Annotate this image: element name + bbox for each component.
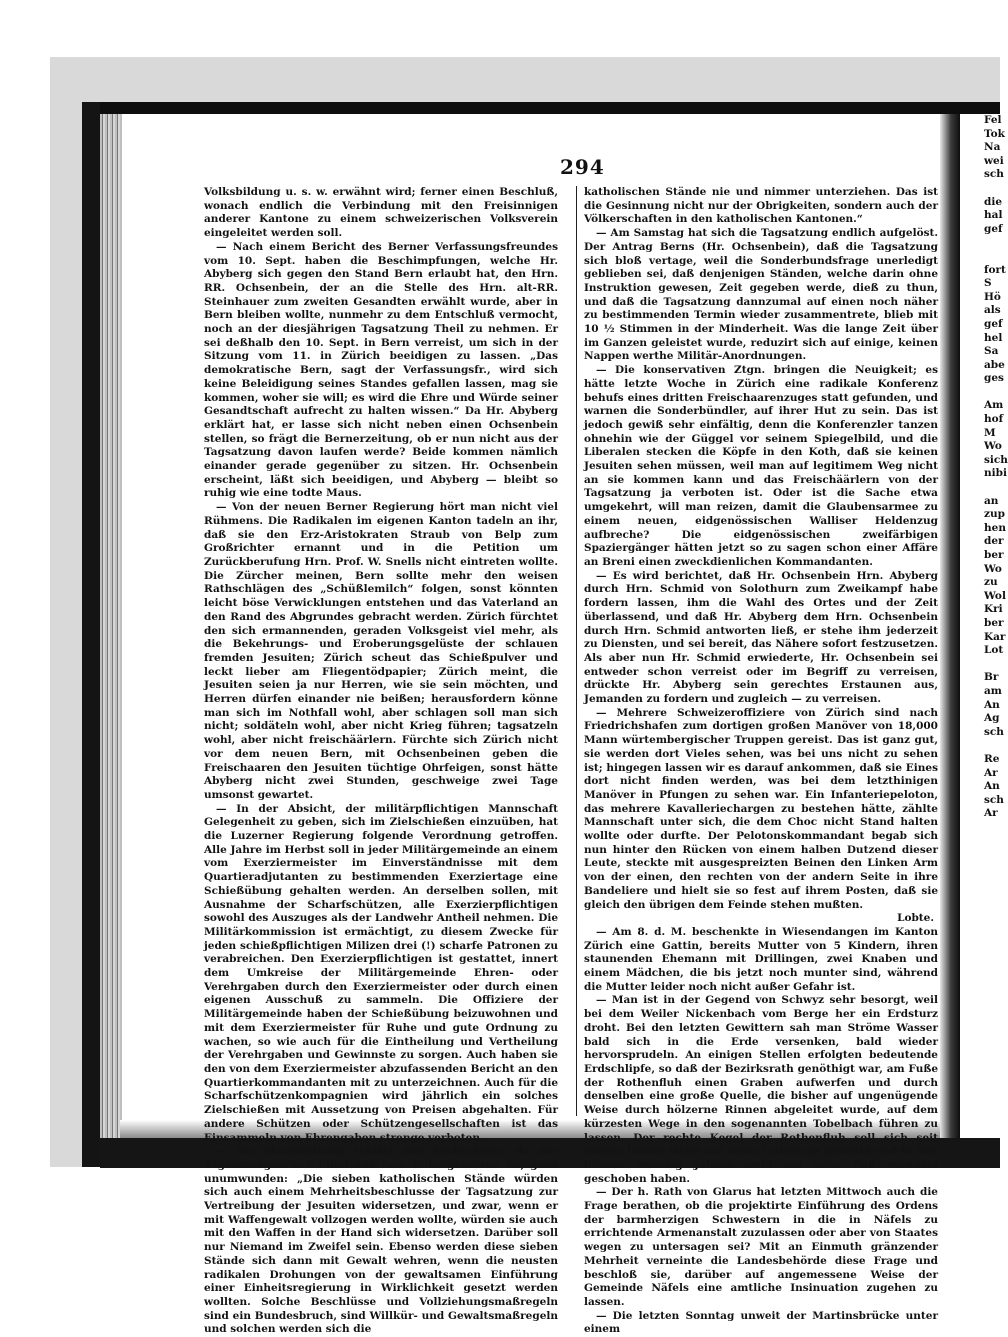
- adjacent-text-fragment: Kri: [984, 603, 1003, 616]
- book-gutter: [940, 114, 960, 1138]
- adjacent-text-fragment: M: [984, 426, 996, 439]
- adjacent-text-fragment: als: [984, 304, 1001, 317]
- adjacent-text-fragment: [962, 739, 1000, 753]
- adjacent-text-fragment: sch: [984, 793, 1004, 806]
- article-paragraph: — Es wird berichtet, daß Hr. Ochsenbein Hrn. Abyberg durch Hrn. Schmid von Solothurn zum Zweikampf habe fordern lassen, ihm die Wahl des Ortes und der Zeit überlassend, und daß Hr. Abyberg dem Hrn. Ochsenbein durch Hrn. Schmid antworten ließ, er stehe ihm jederzeit zu Diensten, und sei bereit, das Nähere sofort festzusetzen. Als aber nun Hr. Schmid erwiederte, Hr. Ochsenbein sei entweder schon verreist oder im Begriff zu verreisen, drückte Hr. Abyberg sein gerechtes Erstaunen aus, Jemanden zu fordern und zugleich — zu verreisen.: [584, 569, 938, 706]
- adjacent-text-fragment: hen: [984, 521, 1006, 534]
- adjacent-text-fragment: nibi: [984, 467, 1007, 480]
- article-paragraph: Volksbildung u. s. w. erwähnt wird; ferner einen Beschluß, wonach endlich die Verbindung mit den Freisinnigen anderer Kantone zu einem schweizerischen Volksverein eingeleitet werden soll.: [204, 186, 558, 240]
- article-paragraph: — Von der neuen Berner Regierung hört man nicht viel Rühmens. Die Radikalen im eigenen Kanton tadeln an ihr, daß sie den Erz-Aristokraten Straub von Belp zum Großrichter ernannt und in die Petition um Zurückberufung Hrn. Prof. W. Snells nicht eintreten wollte. Die Zürcher meinen, Bern sollte mehr den weisen Rathschlägen des „Schüßlemilch“ folgen, sonst könnten leicht böse Verwicklungen entstehen und das Vaterland an den Rand des Abgrundes gebracht werden. Zürich fürchtet den sich ermannenden, geraden Volksgeist viel mehr, als die Bekehrungs- und Eroberungsgelüste der schlauen fremden Jesuiten; Zürich scheut das Schießpulver und leckt lieber am Fliegentödpapier; Zürich meint, die Jesuiten seien ja nur Herren, wie sie sein möchten, und Herren dürfen einander nie beißen; herausfordern könne man sich im Nothfall wohl, aber schlagen soll man sich nicht; soldäteln wohl, aber nicht Krieg führen; tagsatzeln wohl, aber nicht freischäärlern. Fürchte sich Zürich nicht vor dem neuen Bern, mit Ochsenbeinen geben die Freischaaren den Jesuiten tüchtige Ohrfeigen, sonst hätte Abyberg nicht zwei Stunden, geschweige zwei Tage umsonst gewartet.: [204, 501, 558, 801]
- adjacent-text-fragment: sich: [984, 453, 1008, 466]
- adjacent-text-fragment: ber: [984, 549, 1004, 561]
- article-paragraph: — Am Samstag hat sich die Tagsatzung endlich aufgelöst. Der Antrag Berns (Hr. Ochsenbein), daß die Tagsatzung sich bloß vertage, weil die Sonderbundsfrage unerledigt geblieben sei, daß denjenigen Ständen, welche darin ohne Instruktion gewesen, Zeit gegeben werde, dieß zu thun, und daß die Tagsatzung dannzumal auf einen noch näher zu bestimmenden Termin wieder zusammentrete, blieb mit 10 ½ Stimmen in der Minderheit. Was die lange Zeit über im Ganzen geleistet wurde, reduzirt sich auf einige, keinen Nappen werthe Militär-Anordnungen.: [584, 227, 938, 363]
- adjacent-text-fragment: die: [984, 195, 1003, 208]
- adjacent-text-fragment: gef: [984, 317, 1003, 330]
- adjacent-text-fragment: abe: [984, 358, 1005, 371]
- adjacent-text-fragment: Hö: [984, 290, 1001, 303]
- adjacent-text-fragment: Wo: [984, 562, 1002, 575]
- adjacent-text-fragment: Re: [984, 752, 1000, 765]
- adjacent-text-fragment: [962, 250, 1000, 264]
- article-paragraph: — Die konservativen Ztgn. bringen die Neuigkeit; es hätte letzte Woche in Zürich eine radikale Konferenz behufs eines dritten Freischaarenzuges statt gefunden, und warnen die Sonderbündler, auf ihrer Hut zu sein. Das ist jedoch gewiß sehr einfältig, denn die Konferenzler tanzen ohnehin wie der Güggel vor seinem Spiegelbild, und die Liberalen stecken die Köpfe in den Koth, daß sie keinen Jesuiten sehen müssen, weil man auf legitimem Weg nicht an sie kommen kann und das Freischäärlern von der Tagsatzung ja verboten ist. Oder ist die Sache etwa umgekehrt, will man reizen, damit die Glaubensarmee zu einem neuen, eidgenössischen Walliser Heldenzug aufbreche? Die eidgenössischen zweifärbigen Spaziergänger hätten jetzt so zu sagen schon einer Affäre an Breni einen zweckdienlichen Kommandanten.: [584, 364, 938, 568]
- article-paragraph: — Nach einem Bericht des Berner Verfassungsfreundes vom 10. Sept. haben die Beschimpfungen, welche Hr. Abyberg sich gegen den Stand Bern erlaubt hat, den Hrn. RR. Ochsenbein, der an die Stelle des Hrn. alt-RR. Steinhauer zum zweiten Gesandten erwählt wurde, aber in Bern bleiben wollte, nunmehr zu dem Entschluß vermocht, noch an der diesjährigen Tagsatzung Theil zu nehmen. Er sei deßhalb den 10. Sept. in Bern verreist, um sich in der Sitzung vom 11. in Zürich beeidigen zu lassen. „Das demokratische Bern, sagt der Verfassungsfr., wird sich keine Beleidigung seines Standes gefallen lassen, mag sie kommen, woher sie will; es wird die Ehre und Würde seiner Gesandtschaft aufrecht zu halten wissen.“ Da Hr. Abyberg erklärt hat, er lasse sich nicht neben einen Ochsenbein stellen, so frägt die Bernerzeitung, ob er nun nicht aus der Tagsatzung davon laufen werde? Beide kommen nämlich einander gerade gegenüber zu sitzen. Hr. Ochsenbein erscheint, läßt sich beeidigen, und Abyberg — bleibt so ruhig wie eine todte Maus.: [204, 240, 558, 500]
- adjacent-page-fragment: [962, 114, 1008, 1138]
- page-stack-edge: [100, 114, 122, 1167]
- adjacent-text-fragment: an: [984, 494, 999, 507]
- article-paragraph: — Die letzten Sonntag unweit der Martinsbrücke unter einem: [584, 1309, 938, 1336]
- adjacent-text-fragment: S: [984, 277, 992, 290]
- adjacent-text-fragment: ges: [984, 372, 1004, 385]
- article-paragraph: katholischen Stände nie und nimmer unterziehen. Das ist die Gesinnung nicht nur der Obrigkeiten, sondern auch der Völkerschaften in den katholischen Kantonen.“: [584, 186, 938, 226]
- adjacent-text-fragment: Lot: [984, 644, 1004, 657]
- article-paragraph: — Mehrere Schweizeroffiziere von Zürich sind nach Friedrichshafen zum dortigen großen Manöver von 18,000 Mann würtembergischer Truppen gereist. Das ist ganz gut, sie werden dort Vieles sehen, was bei uns nicht zu sehen ist; hingegen lassen wir es darauf ankommen, daß sie Eines dort nicht finden werden, was bei dem letzthinigen Manöver in Pfungen zu sehen war. Ein Infanteriepeloton, das mehrere Kavalleriechargen zu bestehen hätte, zählte Mannschaft unter sich, die dem Choc nicht Stand halten wollte oder durfte. Der Pelotonskommandant begab sich nun hinter den Rücken von einem halben Dutzend dieser Leute, steckte mit ausgespreizten Beinen den Linken Arm von der einen, den rechten von der andern Seite in ihre Bandeliere und hielt sie so fest auf ihrem Posten, daß sie gleich den übrigen dem Feinde stehen mußten.: [584, 706, 938, 911]
- adjacent-text-fragment: zup: [984, 508, 1005, 521]
- adjacent-text-fragment: Ag: [984, 712, 1000, 725]
- book-edge-left: [82, 102, 100, 1167]
- adjacent-text-fragment: ber: [984, 616, 1004, 629]
- adjacent-text-fragment: hof: [984, 413, 1004, 426]
- adjacent-text-fragment: An: [984, 698, 1000, 711]
- adjacent-text-fragment: hal: [984, 209, 1003, 222]
- adjacent-text-fragment: Wol: [984, 589, 1006, 602]
- adjacent-text-fragment: [962, 481, 1000, 495]
- adjacent-text-fragment: zu: [984, 576, 998, 589]
- adjacent-text-fragment: Sa: [984, 345, 999, 358]
- page-number: 294: [560, 155, 605, 179]
- adjacent-text-fragment: wei: [984, 154, 1004, 167]
- adjacent-text-fragment: [962, 236, 1000, 250]
- adjacent-text-fragment: Am: [984, 399, 1004, 412]
- article-paragraph: — Man ist in der Gegend von Schwyz sehr besorgt, weil bei dem Weiler Nickenbach vom Berge her ein Erdsturz droht. Bei den letzten Gewittern sah man Ströme Wasser bald sich in die Erde versenken, bald wieder hervorsprudeln. An einigen Stellen erfolgten bedeutende Erdschlipfe, so daß der Bezirksrath genöthigt war, am Fuße der Rothenfluh einen Graben aufwerfen und durch denselben eine große Quelle, die bisher auf ungenügende Weise durch hölzerne Rinnen abgeleitet wurde, auf dem kürzesten Wege in den sogenannten Tobelbach führen zu lassen. Der rechte Kegel der Rothenfluh soll sich seit Jahren immer tiefer auf seine Unterlage gesenkt und in den letzten zwanzig Jahren wohl um zehn Fuß vorwärts geschoben haben.: [584, 994, 938, 1185]
- article-signature: Lobte.: [897, 912, 934, 925]
- adjacent-text-fragment: Na: [984, 141, 1001, 154]
- column-divider: [576, 186, 577, 1116]
- adjacent-text-fragment: Ar: [984, 807, 998, 820]
- left-column: [204, 186, 558, 1337]
- adjacent-text-fragment: Br: [984, 671, 999, 684]
- article-paragraph: — Am 8. d. M. beschenkte in Wiesendangen im Kanton Zürich eine Gattin, bereits Mutter von 5 Kindern, ihren staunenden Ehemann mit Drillingen, zwei Knaben und einem Mädchen, die bis jetzt noch munter sind, während die Mutter leider noch nicht außer Gefahr ist.: [584, 925, 938, 993]
- adjacent-text-fragment: [962, 658, 1000, 672]
- adjacent-text-fragment: sch: [984, 725, 1004, 738]
- adjacent-text-fragment: sch: [984, 168, 1004, 181]
- adjacent-text-fragment: [962, 182, 1000, 196]
- adjacent-text-fragment: An: [984, 780, 1000, 793]
- adjacent-text-fragment: Ar: [984, 766, 998, 779]
- adjacent-text-fragment: Tok: [984, 127, 1005, 140]
- adjacent-text-fragment: am: [984, 684, 1002, 697]
- adjacent-text-fragment: hel: [984, 331, 1003, 344]
- right-column: [584, 186, 938, 1337]
- article-paragraph: — Die Staatszeitung erklärt nun hintendrein, da der Tagsatzungsschuß blind aus dem Rohr gefahren ist, ganz unumwunden: „Die sieben katholischen Stände würden sich auch einem Mehrheitsbeschlusse der Tagsatzung zur Vertreibung der Jesuiten widersetzen, und zwar, wenn er mit Waffengewalt vollzogen werden wollte, würden sie auch mit den Waffen in der Hand sich widersetzen. Darüber soll nur Niemand im Zweifel sein. Ebenso werden diese sieben Stände sich dann mit Gewalt wehren, wenn die neusten radikalen Drohungen von der gewaltsamen Einführung einer Einheitsregierung in Wirklichkeit gesetzt werden wollten. Solche Beschlüsse und Vollziehungsmaßregeln sind ein Bundesbruch, sind Willkür- und Gewaltsmaßregeln und solchen werden sich die: [204, 1145, 558, 1336]
- adjacent-text-fragment: Wo: [984, 440, 1002, 453]
- book-edge-top: [82, 102, 1000, 114]
- adjacent-text-fragment: der: [984, 535, 1004, 548]
- article-paragraph: — In der Absicht, der militärpflichtigen Mannschaft Gelegenheit zu geben, sich im Zielschießen einzuüben, hat die Luzerner Regierung folgende Verordnung getroffen. Alle Jahre im Herbst soll in jeder Militärgemeinde an einem vom Exerziermeister im Einverständnisse mit dem Quartieradjutanten zu bestimmenden Exerziertage eine Schießübung gehalten werden. An derselben sollen, mit Ausnahme der Scharfschützen, alle Exerzierpflichtigen sowohl des Auszuges als der Landwehr Antheil nehmen. Die Militärkommission ist ermächtigt, zu diesem Zwecke für jeden schießpflichtigen Milizen drei (!) scharfe Patronen zu verabreichen. Den Exerzierpflichtigen ist gestattet, innert dem Umkreise der Militärgemeinde Ehren- oder Verehrgaben durch den Exerziermeister oder durch einen eigenen Ausschuß zu sammeln. Die Offiziere der Militärgemeinde haben der Schießübung beizuwohnen und mit dem Exerziermeister für Ruhe und gute Ordnung zu wachen, so wie auch für die Eintheilung und Vertheilung der Verehrgaben und Gewinnste zu sorgen. Auch haben sie den von dem Exerziermeister abzufassenden Bericht an den Quartierkommandanten mit zu unterzeichnen. Auch für die Scharfschützenkompagnien wird jährlich ein solches Zielschießen mit Aussetzung von Preisen abgehalten. Für andere Schützen oder Schützengesellschaften ist das Einsammeln von Ehrengaben strenge verboten.: [204, 802, 558, 1144]
- adjacent-text-fragment: Kar: [984, 630, 1006, 643]
- adjacent-text-fragment: Fel: [984, 114, 1002, 126]
- adjacent-text-fragment: gef: [984, 222, 1003, 235]
- article-paragraph: — Der h. Rath von Glarus hat letzten Mittwoch auch die Frage berathen, ob die projektirte Einführung des Ordens der barmherzigen Schwestern in die in Näfels zu errichtende Armenanstalt zuzulassen oder aber von Staates wegen zu untersagen sei? Mit an Einmuth gränzender Mehrheit verneinte die Landesbehörde diese Frage und beschloß sie, darüber auf angemessene Weise der Gemeinde Näfels eine amtliche Insinuation zugehen zu lassen.: [584, 1186, 938, 1308]
- adjacent-text-fragment: fort: [984, 263, 1006, 276]
- adjacent-text-fragment: [962, 386, 1000, 400]
- scan-border-top: [50, 57, 1000, 103]
